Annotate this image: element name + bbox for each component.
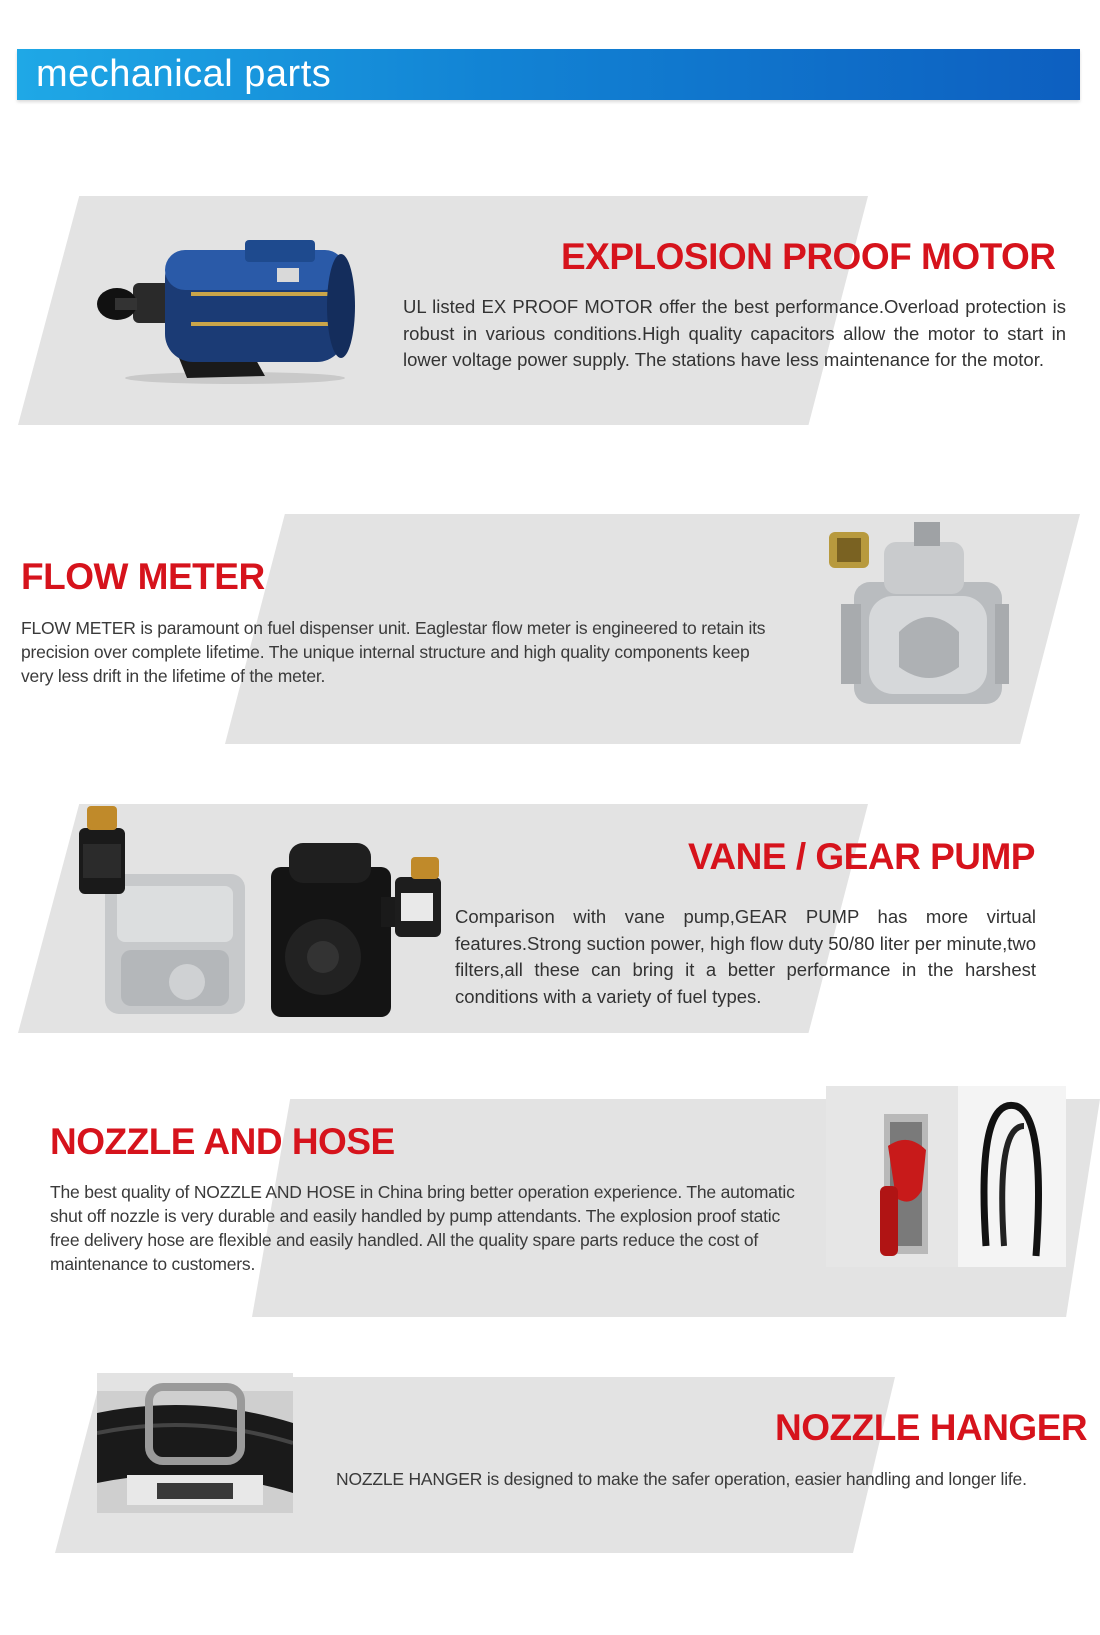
vane-pump-image: [77, 800, 253, 1020]
motor-image: [95, 228, 357, 386]
gear-pump-image: [271, 843, 452, 1021]
pump-description: Comparison with vane pump,GEAR PUMP has more virtual features.Strong suction power, high flow duty 50/80 liter per minute,two filters,all these can bring it a better performance in the harshest conditions with a variety of fuel types.: [455, 906, 1037, 1007]
nozzle-hanger-description: NOZZLE HANGER is designed to make the safer operation, easier handling and longer life.: [336, 1469, 1027, 1489]
page-title: mechanical parts: [36, 53, 332, 95]
flow-meter-image: [829, 522, 1009, 718]
pump-title: VANE / GEAR PUMP: [688, 836, 1035, 877]
flow-meter-description: FLOW METER is paramount on fuel dispenser unit. Eaglestar flow meter is engineered to retain its precision over complete lifetime. The unique internal structure and high quality components keep very less drift in the lifetime of the meter.: [21, 618, 766, 686]
nozzle-hanger-title: NOZZLE HANGER: [775, 1407, 1088, 1448]
motor-title: EXPLOSION PROOF MOTOR: [561, 236, 1056, 277]
section-header-bar: [17, 49, 1080, 100]
nozzle-hose-image: [826, 1086, 1066, 1267]
nozzle-hanger-image: [97, 1373, 293, 1513]
nozzle-hose-description: The best quality of NOZZLE AND HOSE in China bring better operation experience. The automatic shut off nozzle is very durable and easily handled by pump attendants. The explosion proof static free delivery hose are flexible and easily handled. All the quality spare parts reduce the cost of maintenance to customers.: [50, 1182, 795, 1274]
motor-description: UL listed EX PROOF MOTOR offer the best performance.Overload protection is robust in various conditions.High quality capacitors allow the motor to start in lower voltage power supply. The stations have less maintenance for the motor.: [403, 296, 1066, 370]
flow-meter-title: FLOW METER: [21, 556, 265, 597]
nozzle-hose-title: NOZZLE AND HOSE: [50, 1121, 395, 1162]
